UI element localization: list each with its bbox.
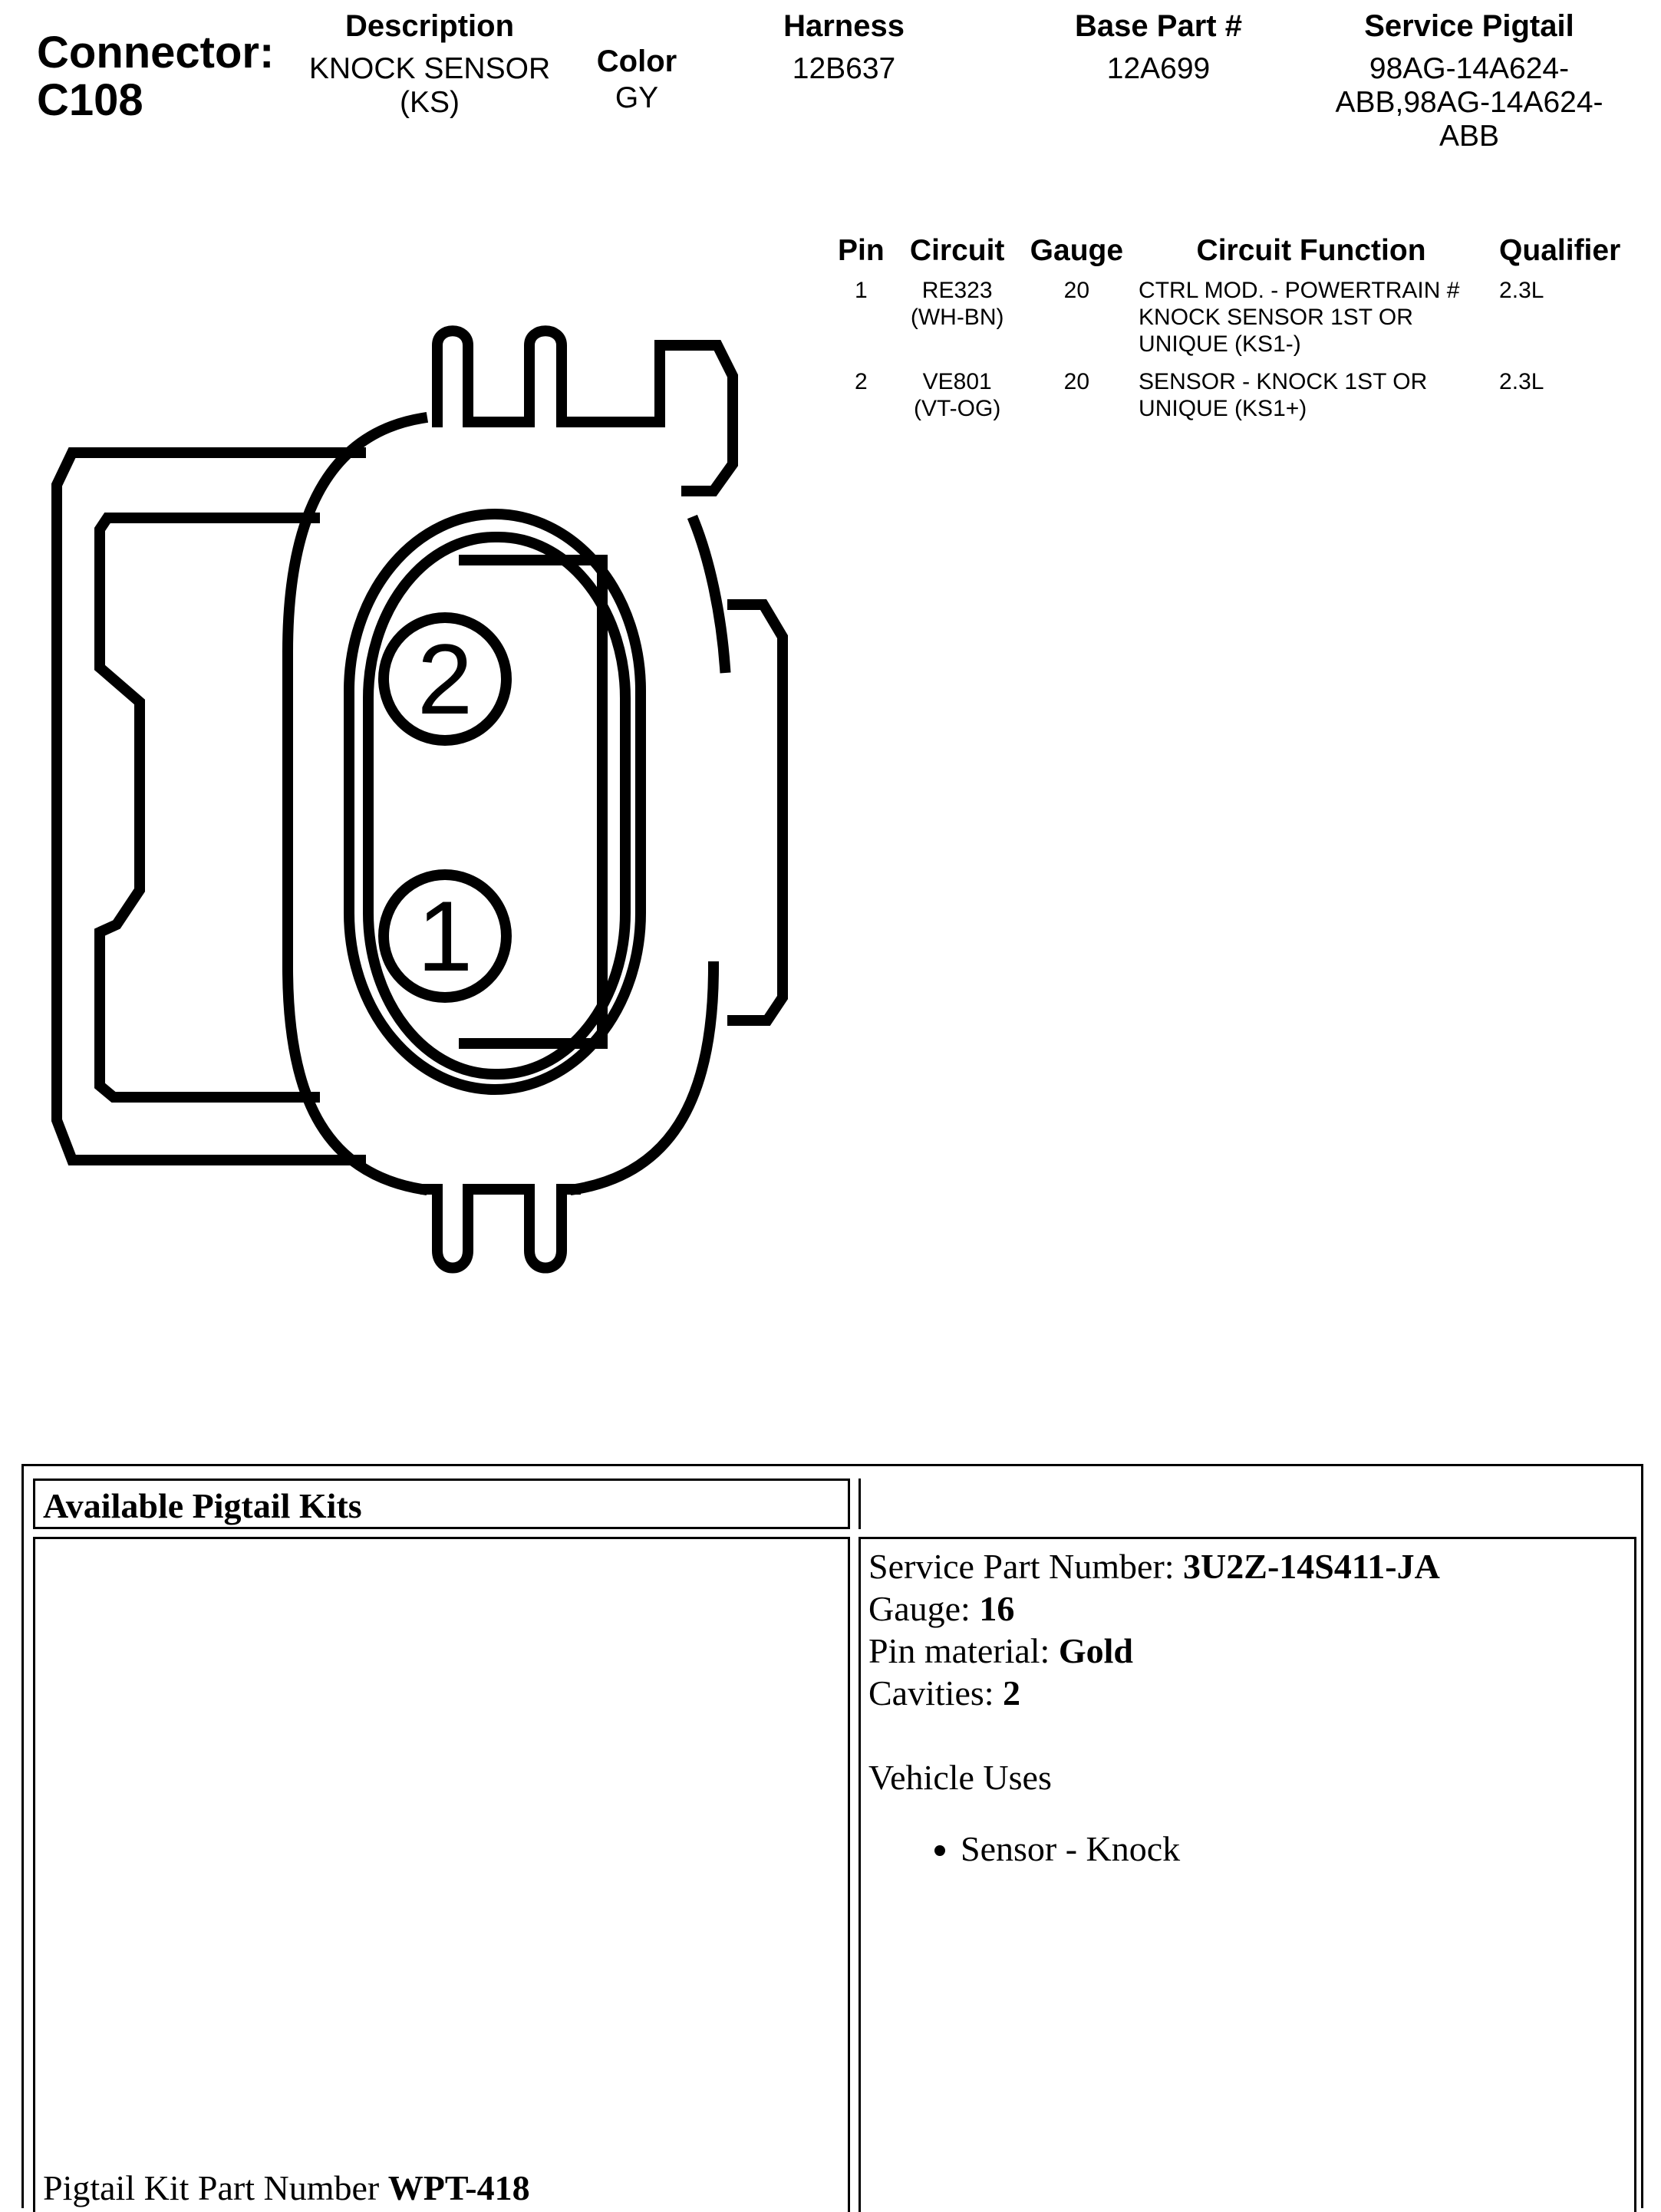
cavity-outline-inner bbox=[368, 537, 625, 1074]
description-column bbox=[292, 9, 568, 120]
function-cell: SENSOR - KNOCK 1ST OR UNIQUE (KS1+) bbox=[1139, 369, 1428, 421]
connector-label: Connector: bbox=[37, 28, 275, 77]
list-item: • Sensor - Knock bbox=[961, 1828, 1440, 1870]
gauge-cell: 20 bbox=[1063, 278, 1090, 303]
vehicle-uses-label: Vehicle Uses bbox=[868, 1758, 1052, 1797]
connector-id: C108 bbox=[37, 75, 143, 125]
body-oval-right bbox=[694, 522, 725, 668]
pigtail-kits-table bbox=[21, 1464, 1643, 2208]
pigtail-kit-part-number bbox=[43, 2167, 530, 2209]
gauge-line bbox=[868, 1587, 1440, 1630]
pin-cell: 2 bbox=[854, 369, 868, 394]
pin-1-label: 1 bbox=[417, 880, 473, 992]
base-part-column bbox=[1043, 9, 1274, 86]
qualifier-cell: 2.3L bbox=[1499, 369, 1544, 394]
vehicle-uses-list bbox=[868, 1828, 1440, 1870]
circuit-header: Circuit bbox=[909, 234, 1005, 267]
pin-table-header-row bbox=[830, 234, 1628, 277]
circuit-cell: RE323 (WH-BN) bbox=[910, 278, 1004, 330]
service-pigtail-label: Service Pigtail bbox=[1364, 9, 1574, 43]
kit-part-label: Pigtail Kit Part Number bbox=[43, 2168, 388, 2207]
pin-table bbox=[830, 234, 1628, 433]
pigtail-kits-heading: Available Pigtail Kits bbox=[43, 1486, 362, 1525]
harness-value: 12B637 bbox=[792, 52, 896, 85]
connector-face-diagram bbox=[38, 307, 821, 1304]
table-row bbox=[830, 368, 1628, 433]
color-value: GY bbox=[615, 81, 659, 114]
pin-material-line bbox=[868, 1630, 1440, 1672]
service-part-label: Service Part Number: bbox=[868, 1547, 1184, 1586]
gauge-label: Gauge: bbox=[868, 1589, 980, 1628]
service-part-value: 3U2Z-14S411-JA bbox=[1183, 1547, 1440, 1586]
circuit-cell: VE801 (VT-OG) bbox=[914, 369, 1001, 421]
harness-label: Harness bbox=[783, 9, 905, 43]
pin-2-label: 2 bbox=[417, 623, 473, 735]
qualifier-cell: 2.3L bbox=[1499, 278, 1544, 303]
circuit-function-header: Circuit Function bbox=[1196, 234, 1426, 267]
color-column bbox=[575, 45, 698, 115]
pigtail-kit-details bbox=[868, 1545, 1440, 1870]
cavities-label: Cavities: bbox=[868, 1673, 1004, 1713]
connector-title bbox=[37, 29, 274, 124]
pin-cell: 1 bbox=[854, 278, 868, 303]
gauge-header: Gauge bbox=[1030, 234, 1124, 267]
pigtail-kits-heading-cell bbox=[33, 1479, 850, 1529]
pigtail-kit-image-cell bbox=[33, 1537, 850, 2212]
base-part-value: 12A699 bbox=[1106, 52, 1211, 85]
qualifier-header: Qualifier bbox=[1499, 234, 1621, 267]
description-label: Description bbox=[344, 9, 515, 43]
pin-header: Pin bbox=[838, 234, 885, 267]
top-rib-right bbox=[660, 345, 733, 491]
pigtail-kit-details-cell bbox=[859, 1537, 1636, 2212]
bottom-ribs bbox=[426, 1189, 575, 1268]
top-rib-left bbox=[437, 331, 660, 422]
base-part-label: Base Part # bbox=[1075, 9, 1242, 43]
gauge-cell: 20 bbox=[1063, 369, 1090, 394]
right-latch bbox=[733, 605, 783, 1020]
kit-part-value: WPT-418 bbox=[387, 2168, 530, 2207]
pigtail-kits-heading-right-cell bbox=[859, 1479, 1636, 1529]
pin-material-value: Gold bbox=[1058, 1631, 1133, 1670]
function-cell: CTRL MOD. - POWERTRAIN # KNOCK SENSOR 1ST OR UNIQUE (KS1-) bbox=[1139, 278, 1460, 357]
gauge-value: 16 bbox=[979, 1589, 1015, 1628]
color-label: Color bbox=[596, 45, 677, 78]
service-pigtail-column bbox=[1320, 9, 1619, 153]
service-pigtail-value: 98AG-14A624-ABB,98AG-14A624-ABB bbox=[1335, 52, 1603, 153]
table-row bbox=[830, 277, 1628, 368]
cavities-value: 2 bbox=[1003, 1673, 1021, 1713]
service-part-line bbox=[868, 1545, 1440, 1587]
cavities-line bbox=[868, 1672, 1440, 1714]
pin-material-label: Pin material: bbox=[868, 1631, 1059, 1670]
description-value: KNOCK SENSOR (KS) bbox=[308, 52, 551, 119]
harness-column bbox=[744, 9, 944, 86]
